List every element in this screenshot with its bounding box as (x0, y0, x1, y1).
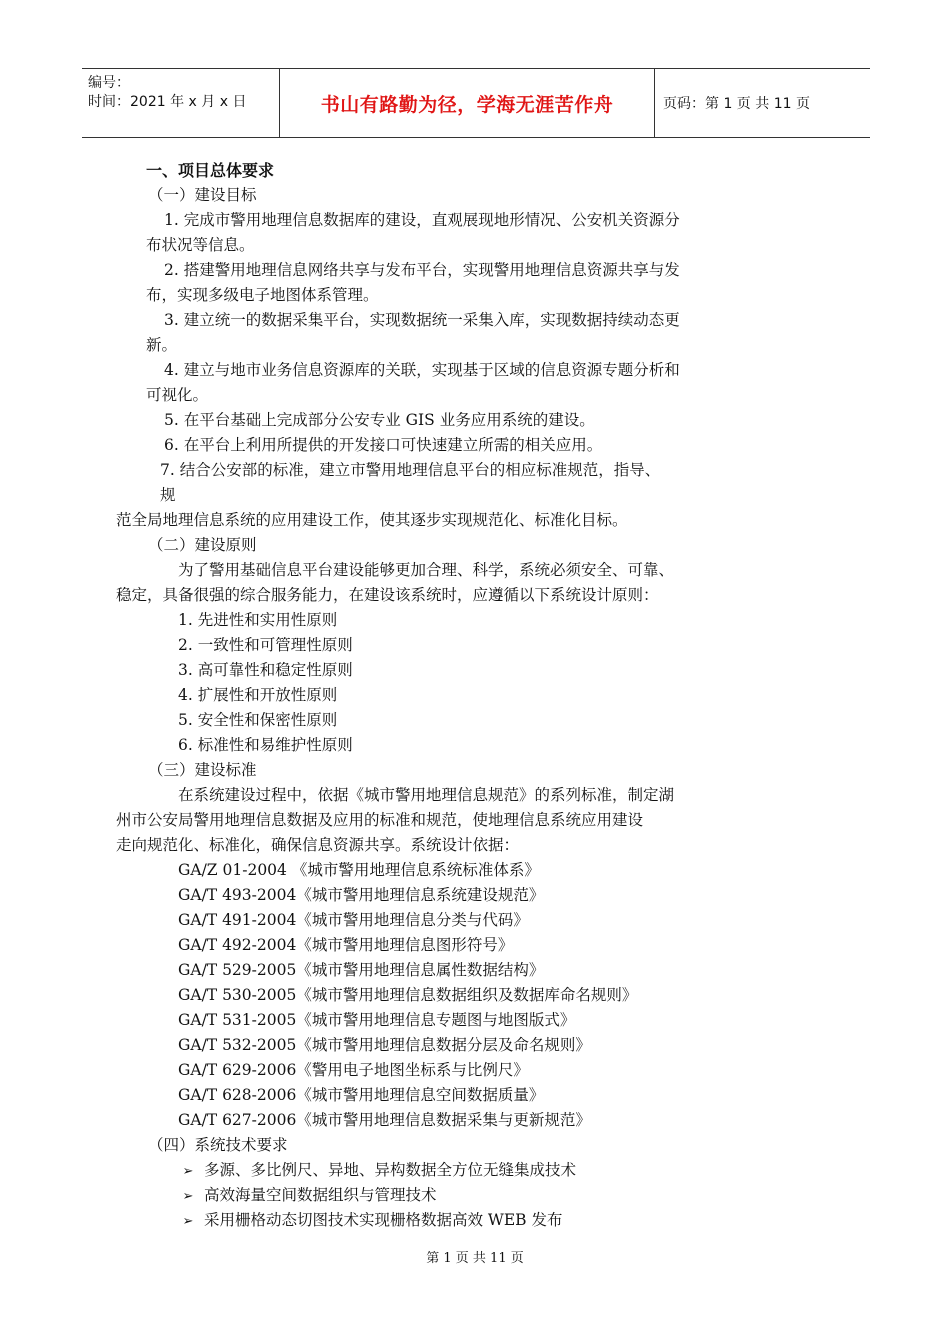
arrow-bullet-icon: ➢ (182, 1164, 194, 1179)
bullet-text: 多源、多比例尺、异地、异构数据全方位无缝集成技术 (204, 1161, 577, 1179)
standard-item: GA/T 532-2005《城市警用地理信息数据分层及命名规则》 (178, 1036, 591, 1054)
bullet-item (172, 1208, 806, 1233)
standard-item: GA/T 628-2006《城市警用地理信息空间数据质量》 (178, 1086, 545, 1104)
list-item: 5. 安全性和保密性原则 (178, 711, 338, 729)
paragraph-line: 在系统建设过程中，依据《城市警用地理信息规范》的系列标准，制定湖 (178, 786, 675, 804)
paragraph-line: 6. 在平台上利用所提供的开发接口可快速建立所需的相关应用。 (164, 436, 603, 454)
section-title: 一、项目总体要求 (146, 161, 275, 180)
standard-item: GA/T 629-2006《警用电子地图坐标系与比例尺》 (178, 1061, 529, 1079)
paragraph-line: 布，实现多级电子地图体系管理。 (146, 286, 379, 304)
paragraph-line: 稳定，具备很强的综合服务能力，在建设该系统时，应遵循以下系统设计原则： (116, 586, 659, 604)
paragraph-line: 4. 建立与地市业务信息资源库的关联，实现基于区域的信息资源专题分析和 (164, 361, 680, 379)
paragraph-line: 2. 搭建警用地理信息网络共享与发布平台，实现警用地理信息资源共享与发 (164, 261, 680, 279)
subsection-heading: （一）建设目标 (148, 186, 257, 204)
subsection-heading: （四）系统技术要求 (148, 1136, 288, 1154)
header-motto: 书山有路勤为径，学海无涯苦作舟 (280, 69, 655, 137)
document-number: 编号： (88, 75, 130, 91)
standard-item: GA/Z 01-2004 《城市警用地理信息系统标准体系》 (178, 861, 540, 879)
list-item: 3. 高可靠性和稳定性原则 (178, 661, 353, 679)
paragraph-line: 可视化。 (146, 386, 209, 404)
arrow-bullet-icon: ➢ (182, 1214, 194, 1229)
standard-item: GA/T 530-2005《城市警用地理信息数据组织及数据库命名规则》 (178, 986, 638, 1004)
paragraph-line: 新。 (146, 336, 178, 354)
standard-item: GA/T 493-2004《城市警用地理信息系统建设规范》 (178, 886, 545, 904)
bullet-text: 高效海量空间数据组织与管理技术 (204, 1186, 437, 1204)
paragraph-line: 规 (160, 486, 176, 504)
paragraph-line: 3. 建立统一的数据采集平台，实现数据统一采集入库，实现数据持续动态更 (164, 311, 680, 329)
standard-item: GA/T 627-2006《城市警用地理信息数据采集与更新规范》 (178, 1111, 591, 1129)
list-item: 6. 标准性和易维护性原则 (178, 736, 353, 754)
paragraph-line: 州市公安局警用地理信息数据及应用的标准和规范，使地理信息系统应用建设 (116, 811, 644, 829)
list-item: 4. 扩展性和开放性原则 (178, 686, 338, 704)
list-item: 1. 先进性和实用性原则 (178, 611, 338, 629)
document-date: 时间：2021 年 x 月 x 日 (88, 94, 247, 110)
arrow-bullet-icon: ➢ (182, 1189, 194, 1204)
list-item: 2. 一致性和可管理性原则 (178, 636, 353, 654)
paragraph-line: 7. 结合公安部的标准，建立市警用地理信息平台的相应标准规范，指导、 (160, 461, 661, 479)
bullet-text: 采用栅格动态切图技术实现栅格数据高效 WEB 发布 (204, 1211, 563, 1229)
paragraph-line: 走向规范化、标准化，确保信息资源共享。系统设计依据： (116, 836, 520, 854)
page-footer: 第 1 页 共 11 页 (426, 1251, 524, 1266)
paragraph-line: 范全局地理信息系统的应用建设工作，使其逐步实现规范化、标准化目标。 (116, 511, 628, 529)
document-body (116, 158, 806, 1233)
subsection-heading: （三）建设标准 (148, 761, 257, 779)
subsection-heading: （二）建设原则 (148, 536, 257, 554)
paragraph-line: 5. 在平台基础上完成部分公安专业 GIS 业务应用系统的建设。 (164, 411, 595, 429)
paragraph-line: 布状况等信息。 (146, 236, 255, 254)
standard-item: GA/T 491-2004《城市警用地理信息分类与代码》 (178, 911, 529, 929)
page-header (82, 68, 870, 138)
paragraph-line: 1. 完成市警用地理信息数据库的建设，直观展现地形情况、公安机关资源分 (164, 211, 680, 229)
standard-item: GA/T 492-2004《城市警用地理信息图形符号》 (178, 936, 514, 954)
header-meta (82, 69, 280, 137)
standard-item: GA/T 529-2005《城市警用地理信息属性数据结构》 (178, 961, 545, 979)
bullet-item (172, 1183, 806, 1208)
bullet-item (172, 1158, 806, 1183)
standard-item: GA/T 531-2005《城市警用地理信息专题图与地图版式》 (178, 1011, 576, 1029)
paragraph-line: 为了警用基础信息平台建设能够更加合理、科学，系统必须安全、可靠、 (178, 561, 675, 579)
header-page-number: 页码：第 1 页 共 11 页 (663, 96, 810, 112)
